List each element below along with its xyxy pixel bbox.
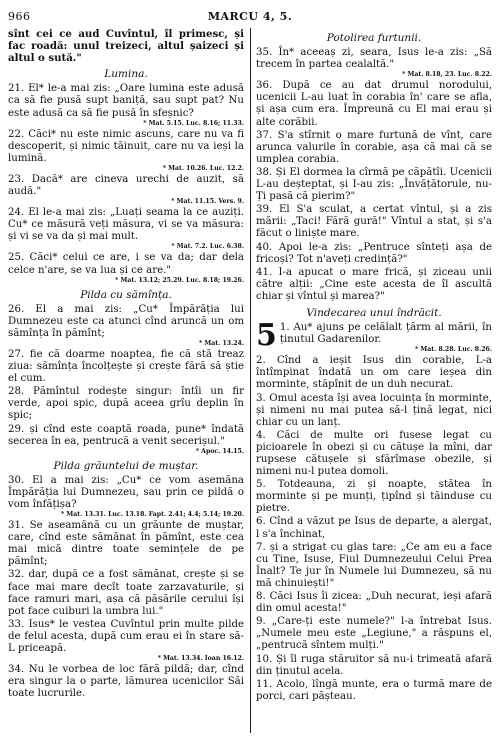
verse-23: 23. Dacă* are cineva urechi de auzit, să audă." <box>8 173 244 198</box>
verse-5-6: 6. Cînd a văzut pe Isus de departe, a alergat, l s'a închinat, <box>256 516 492 540</box>
verse-5-2: 2. Cînd a ieșit Isus din corabie, L-a întîmpinat îndată un om care ieșea din morminte, stăpînit de un duh necurat. <box>256 355 492 391</box>
cross-reference: * Apoc. 14.15. <box>195 447 244 455</box>
cross-reference: * Mat. 8.28. Luc. 8.26. <box>415 346 492 354</box>
verse-39: 39. El S'a sculat, a certat vîntul, și a zis mării: „Taci! Fără gură!" Vîntul a stat, și s'a făcut o liniște mare. <box>256 204 492 240</box>
cross-reference: * Mat. 10.26. Luc. 12.2. <box>162 164 244 172</box>
verse-40: 40. Apoi le-a zis: „Pentruce sînteți așa de fricoși? Tot n'aveți credință?" <box>256 241 492 265</box>
cross-reference: * Mat. 13.31. Luc. 13.18. Fapt. 2.41; 4.4; 5.14; 19.20. <box>60 511 244 519</box>
verse-5-11: 11. Acolo, lîngă munte, era o turmă mare de porci, cari pășteau. <box>256 678 492 702</box>
verse-38: 38. Și El dormea la cîrmă pe căpătîi. Ucenicii L-au deșteptat, și I-au zis: „Învățătorule, nu-Ți pasă că pierim?" <box>256 166 492 203</box>
verse-34: 34. Nu le vorbea de loc fără pildă; dar, cînd era singur la o parte, lămurea ucenicilor Săi toate lucrurile. <box>8 664 244 700</box>
verse-27: 27. fie că doarme noaptea, fie că stă treaz ziua: sămînța încolțește și crește fără să știe el cum. <box>8 348 244 385</box>
running-title: MARCU 4, 5. <box>207 10 293 23</box>
section-heading: Vindecarea unui îndrăcit. <box>306 306 442 319</box>
verse-5-5: 5. Totdeauna, zi și noapte, stătea în morminte și pe munți, țipînd și tăinduse cu pietre. <box>256 479 492 515</box>
verse-21: 21. El* le-a mai zis: „Oare lumina este adusă ca să fie pusă supt baniță, sau supt pat? Nu este adusă ca să fie pusă în sfeșnic? <box>8 83 244 119</box>
right-column <box>256 28 492 704</box>
page-number: 966 <box>8 10 31 23</box>
verse-36: 36. După ce au dat drumul norodului, ucenicii L-au luat în corabia în' care se afla, și așa cum era. Împreună cu El mai erau și alte corăbii. <box>256 80 492 128</box>
section-heading: Potolirea furtunii. <box>326 32 422 44</box>
verse-5-9: 9. „Care-ți este numele?" l-a întrebat Isus. „Numele meu este „Legiune," a răspuns el, „pentrucă sîntem mulți." <box>256 616 492 652</box>
verse-26: 26. El a mai zis: „Cu* Împărăția lui Dumnezeu este ca atunci cînd aruncă un om sămînța în pămînt; <box>8 303 244 339</box>
section-heading: Pilda grăuntelui de muștar. <box>53 459 199 472</box>
verse-30: 30. El a mai zis: „Cu* ce vom asemăna Împărăția lui Dumnezeu, sau prin ce pildă o vom înfățișa? <box>8 474 244 510</box>
verse-41: 41. I-a apucat o mare frică, și ziceau unii către alții: „Cine este acesta de îl ascultă chiar și vîntul și marea?" <box>256 266 492 302</box>
section-heading: Lumina. <box>104 68 148 81</box>
verse-5-10: 10. Și îl ruga stăruitor să nu-i trimeată afară din ținutul acela. <box>256 653 492 677</box>
verse-35: 35. În* aceeaș zi, seara, Isus le-a zis: „Să trecem în partea cealaltă." <box>256 47 492 71</box>
verse-5-1-text: 1. Au* ajuns pe celălalt țărm al mării, în ținutul Gadarenilor. <box>279 322 492 346</box>
cross-reference: * Mat. 7.2. Luc. 6.38. <box>171 243 244 251</box>
verse-29: 29. și cînd este coaptă roada, pune* îndată secerea în ea, pentrucă a venit secerișul." <box>8 423 244 447</box>
verse-28: 28. Pămîntul rodește singur: întîi un fir verde, apoi spic, după aceea grîu deplin în spic; <box>8 386 244 422</box>
cross-reference: * Mat. 13.12; 25.29. Luc. 8.18; 19.26. <box>115 276 244 284</box>
page-header <box>8 10 492 26</box>
chapter-number: 5 <box>256 318 277 354</box>
verse-5-4: 4. Căci de multe ori fusese legat cu picioarele în obezi și cu cătușe la mîni, dar rupsese cătușele și sfărîmase obezile, și nimeni nu-l putea domoli. <box>256 429 492 478</box>
verse-text: sînt cei ce aud Cuvîntul, îl primesc, și fac roadă: unul treizeci, altul șaizeci și altul o sută." <box>8 28 244 65</box>
verse-5-7: 7. și a strigat cu glas tare: „Ce am eu a face cu Tine, Isuse, Fiul Dumnezeului Celui Prea Înalt? Te jur în Numele lui Dumnezeu, să nu mă chinuiești!" <box>256 541 492 589</box>
cross-reference: * Mat. 13.24. <box>199 339 244 347</box>
verse-33: 33. Isus* le vestea Cuvîntul prin multe pilde de felul acesta, după cum erau ei în stare să-L priceapă. <box>8 618 244 655</box>
verse-31: 31. Se aseamănă cu un grăunte de muștar, care, cînd este sămănat în pămînt, este cea mai mică dintre toate semințele de pe pămînt; <box>8 520 244 568</box>
verse-5-3: 3. Omul acesta își avea locuința în morminte, și nimeni nu mai putea să-l țină legat, nici chiar cu un lanț. <box>256 392 492 428</box>
verse-32: 32. dar, după ce a fost sămănat, crește și se face mai mare decît toate zarzavaturile, și face ramuri mari, așa că păsările cerului își pot face cuiburi la umbra lui." <box>8 569 244 617</box>
verse-37: 37. S'a stîrnit o mare furtună de vînt, care arunca valurile în corabie, așa că mai că se umplea corabia. <box>256 129 492 165</box>
section-heading: Pilda cu sămînța. <box>80 288 172 301</box>
cross-reference: * Mat. 8.18, 23. Luc. 8.22. <box>402 71 492 79</box>
cross-reference: * Mat. 5.15. Luc. 8.16; 11.33. <box>143 119 244 127</box>
cross-reference: * Mat. 13.34. Ioan 16.12. <box>157 655 244 663</box>
verse-24: 24. El le-a mai zis: „Luați seama la ce auziți. Cu* ce măsură veți măsura, vi se va măsura: și vi se va da și mai mult. <box>8 207 244 243</box>
left-column <box>8 28 244 701</box>
verse-5-8: 8. Căci Isus îi zicea: „Duh necurat, ieși afară din omul acesta!" <box>256 591 492 615</box>
column-divider <box>250 28 251 733</box>
cross-reference: * Mat. 11.15. Vers. 9. <box>171 198 244 206</box>
verse-22: 22. Căci* nu este nimic ascuns, care nu va fi descoperit, și nimic tăinuit, care nu va ieși la lumină. <box>8 128 244 164</box>
verse-25: 25. Căci* celui ce are, i se va da; dar dela celce n'are, se va lua și ce are." <box>8 252 244 276</box>
